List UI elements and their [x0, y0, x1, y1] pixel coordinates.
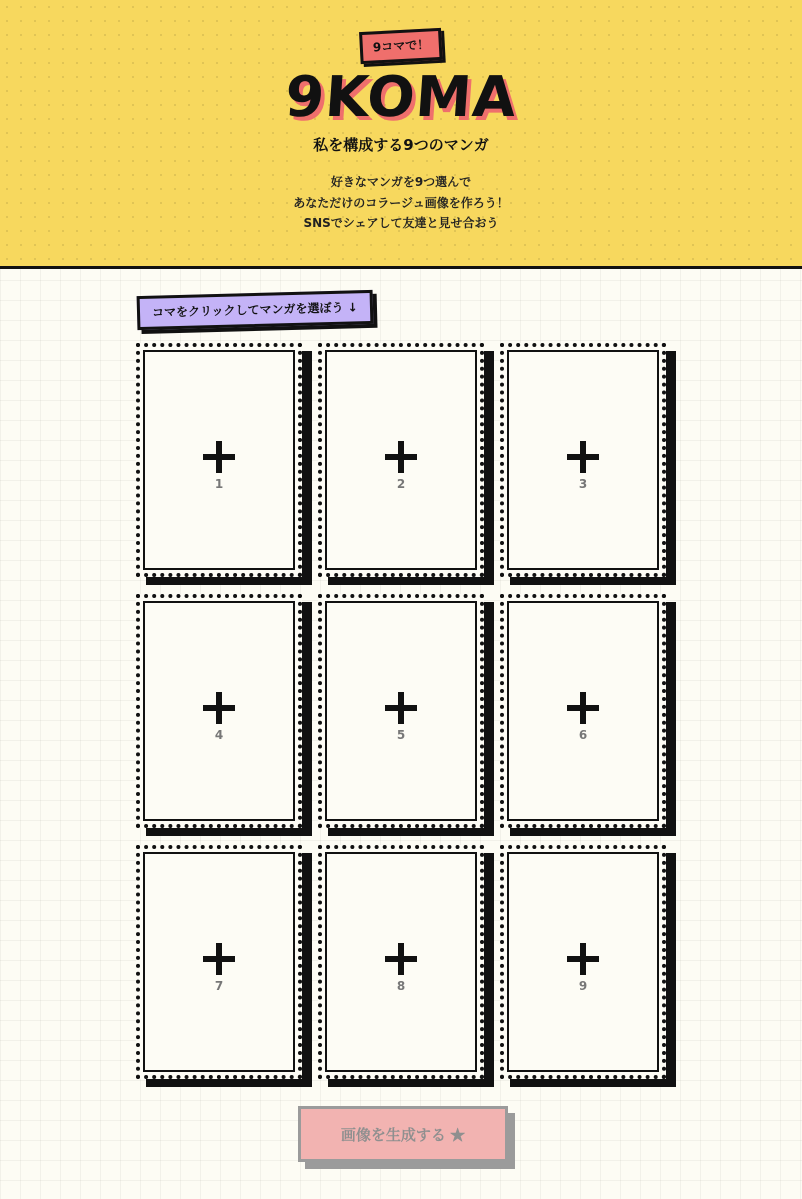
- panel-slot-9[interactable]: [500, 845, 666, 1079]
- description-line: あなただけのコラージュ画像を作ろう！: [293, 195, 509, 210]
- panel-number: 6: [578, 728, 588, 742]
- instruction-label: コマをクリックしてマンガを選ぼう ↓: [137, 290, 374, 330]
- panel-number: 2: [396, 477, 406, 491]
- panel-slot-8[interactable]: [318, 845, 484, 1079]
- plus-icon: [203, 692, 235, 724]
- plus-icon: [385, 692, 417, 724]
- description-line: 好きなマンガを9つ選んで: [330, 175, 472, 189]
- panel-slot-3[interactable]: [500, 343, 666, 577]
- panel-slot-6[interactable]: [500, 594, 666, 828]
- site-logo: 9KOMA: [282, 65, 520, 130]
- panel-number: 5: [396, 728, 406, 742]
- generate-image-button[interactable]: 画像を生成する ★: [298, 1106, 508, 1162]
- panel-number: 3: [578, 477, 588, 491]
- plus-icon: [203, 943, 235, 975]
- panel-number: 8: [396, 979, 406, 993]
- site-tagline: 私を構成する9つのマンガ: [313, 136, 489, 154]
- site-description: [0, 172, 802, 234]
- manga-panel-grid: [136, 343, 676, 1087]
- header-badge: 9コマで！: [359, 28, 443, 64]
- panel-slot-5[interactable]: [318, 594, 484, 828]
- plus-icon: [203, 441, 235, 473]
- panel-slot-2[interactable]: [318, 343, 484, 577]
- panel-number: 7: [214, 979, 224, 993]
- description-line: SNSでシェアして友達と見せ合おう: [303, 216, 499, 230]
- panel-number: 9: [578, 979, 588, 993]
- plus-icon: [385, 943, 417, 975]
- plus-icon: [567, 441, 599, 473]
- panel-number: 1: [214, 477, 224, 491]
- site-header: [0, 0, 802, 269]
- panel-slot-4[interactable]: [136, 594, 302, 828]
- plus-icon: [567, 943, 599, 975]
- panel-slot-7[interactable]: [136, 845, 302, 1079]
- plus-icon: [567, 692, 599, 724]
- plus-icon: [385, 441, 417, 473]
- panel-number: 4: [214, 728, 224, 742]
- panel-slot-1[interactable]: [136, 343, 302, 577]
